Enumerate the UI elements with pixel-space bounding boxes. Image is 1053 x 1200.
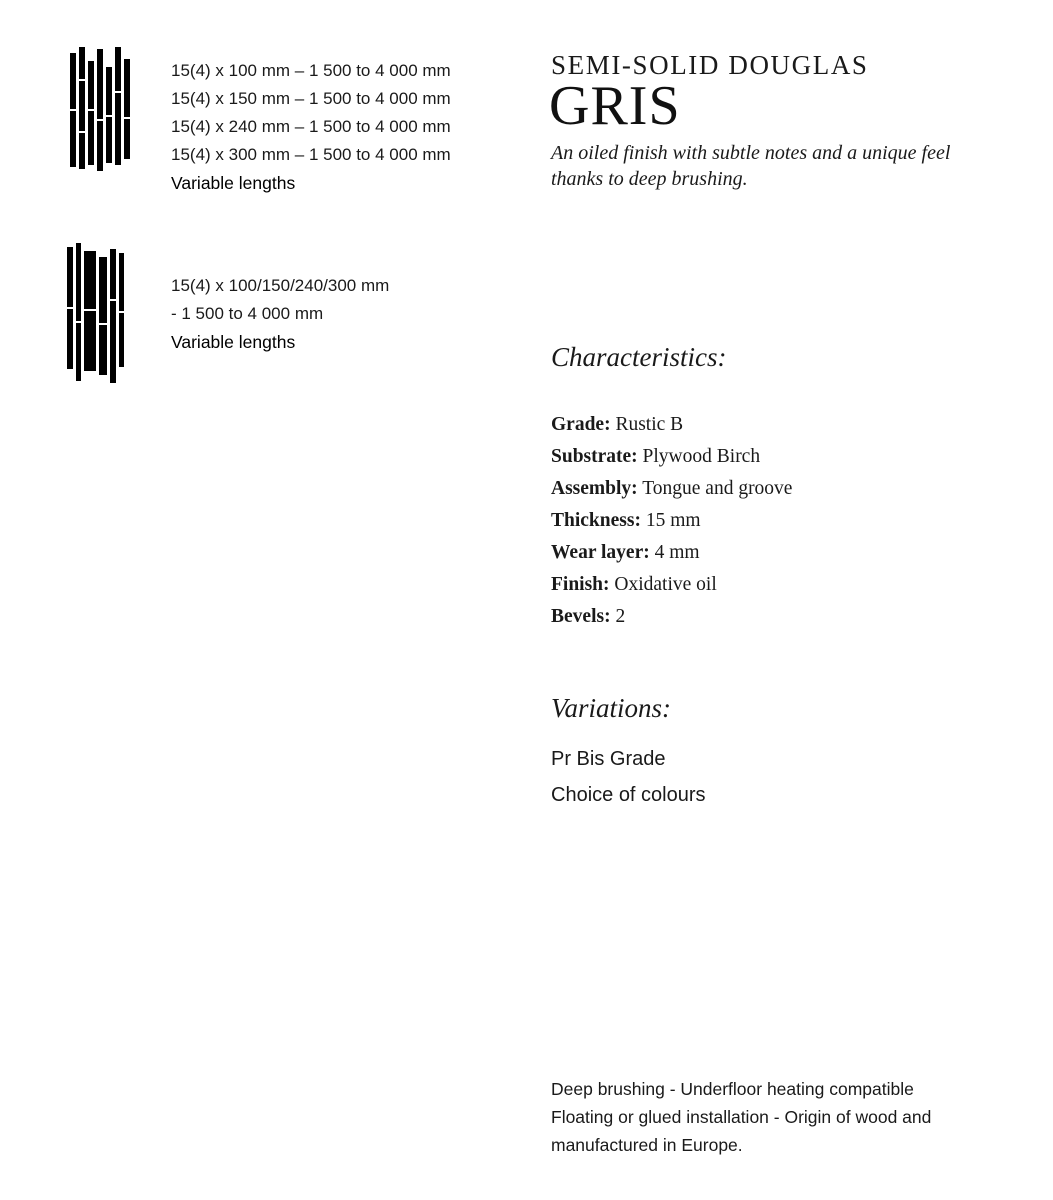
product-subtitle: SEMI-SOLID DOUGLAS bbox=[551, 50, 869, 80]
footer-features: Deep brushing - Underfloor heating compatible Floating or glued installation - Origin of wood and manufactured in Europe. bbox=[551, 1079, 932, 1155]
format-2-line: - 1 500 to 4 000 mm bbox=[171, 304, 324, 323]
characteristic-value: Oxidative oil bbox=[614, 574, 717, 595]
characteristic-row bbox=[551, 601, 792, 633]
format-2-spec bbox=[171, 272, 389, 356]
variations-list bbox=[551, 741, 706, 813]
characteristic-label: Wear layer: bbox=[551, 542, 650, 563]
format-1-line: 15(4) x 100 mm – 1 500 to 4 000 mm bbox=[171, 61, 451, 80]
product-name: GRIS bbox=[549, 75, 681, 137]
mixed-width-plank-pattern-icon bbox=[67, 243, 125, 385]
characteristic-label: Bevels: bbox=[551, 606, 611, 627]
variation-item: Pr Bis Grade bbox=[551, 748, 666, 770]
characteristics-list bbox=[551, 409, 792, 633]
format-1-line: 15(4) x 240 mm – 1 500 to 4 000 mm bbox=[171, 117, 451, 136]
characteristic-value: Tongue and groove bbox=[642, 478, 793, 499]
characteristic-value: Plywood Birch bbox=[642, 446, 761, 467]
format-2-line: 15(4) x 100/150/240/300 mm bbox=[171, 276, 390, 295]
characteristic-label: Substrate: bbox=[551, 446, 638, 467]
plank-pattern-icon bbox=[70, 47, 130, 172]
format-1-line: 15(4) x 150 mm – 1 500 to 4 000 mm bbox=[171, 89, 451, 108]
characteristic-value: 4 mm bbox=[654, 542, 700, 563]
characteristic-value: Rustic B bbox=[615, 414, 684, 435]
characteristic-row bbox=[551, 441, 792, 473]
characteristic-row bbox=[551, 473, 792, 505]
characteristic-row bbox=[551, 569, 792, 601]
format-1-spec bbox=[171, 57, 451, 197]
characteristic-row bbox=[551, 409, 792, 441]
product-tagline: An oiled finish with subtle notes and a unique feel thanks to deep brushing. bbox=[551, 142, 951, 190]
variations-heading: Variations: bbox=[551, 693, 672, 723]
format-1-line: 15(4) x 300 mm – 1 500 to 4 000 mm bbox=[171, 145, 451, 164]
characteristic-label: Thickness: bbox=[551, 510, 641, 531]
format-2-lengths: Variable lengths bbox=[171, 332, 296, 352]
format-1-lengths: Variable lengths bbox=[171, 173, 296, 193]
characteristic-value: 15 mm bbox=[645, 510, 701, 531]
characteristic-row bbox=[551, 537, 792, 569]
characteristic-label: Finish: bbox=[551, 574, 610, 595]
characteristic-label: Assembly: bbox=[551, 478, 638, 499]
characteristic-label: Grade: bbox=[551, 414, 611, 435]
variation-item: Choice of colours bbox=[551, 784, 706, 806]
characteristic-value: 2 bbox=[615, 606, 626, 627]
characteristic-row bbox=[551, 505, 792, 537]
characteristics-heading: Characteristics: bbox=[551, 342, 727, 372]
